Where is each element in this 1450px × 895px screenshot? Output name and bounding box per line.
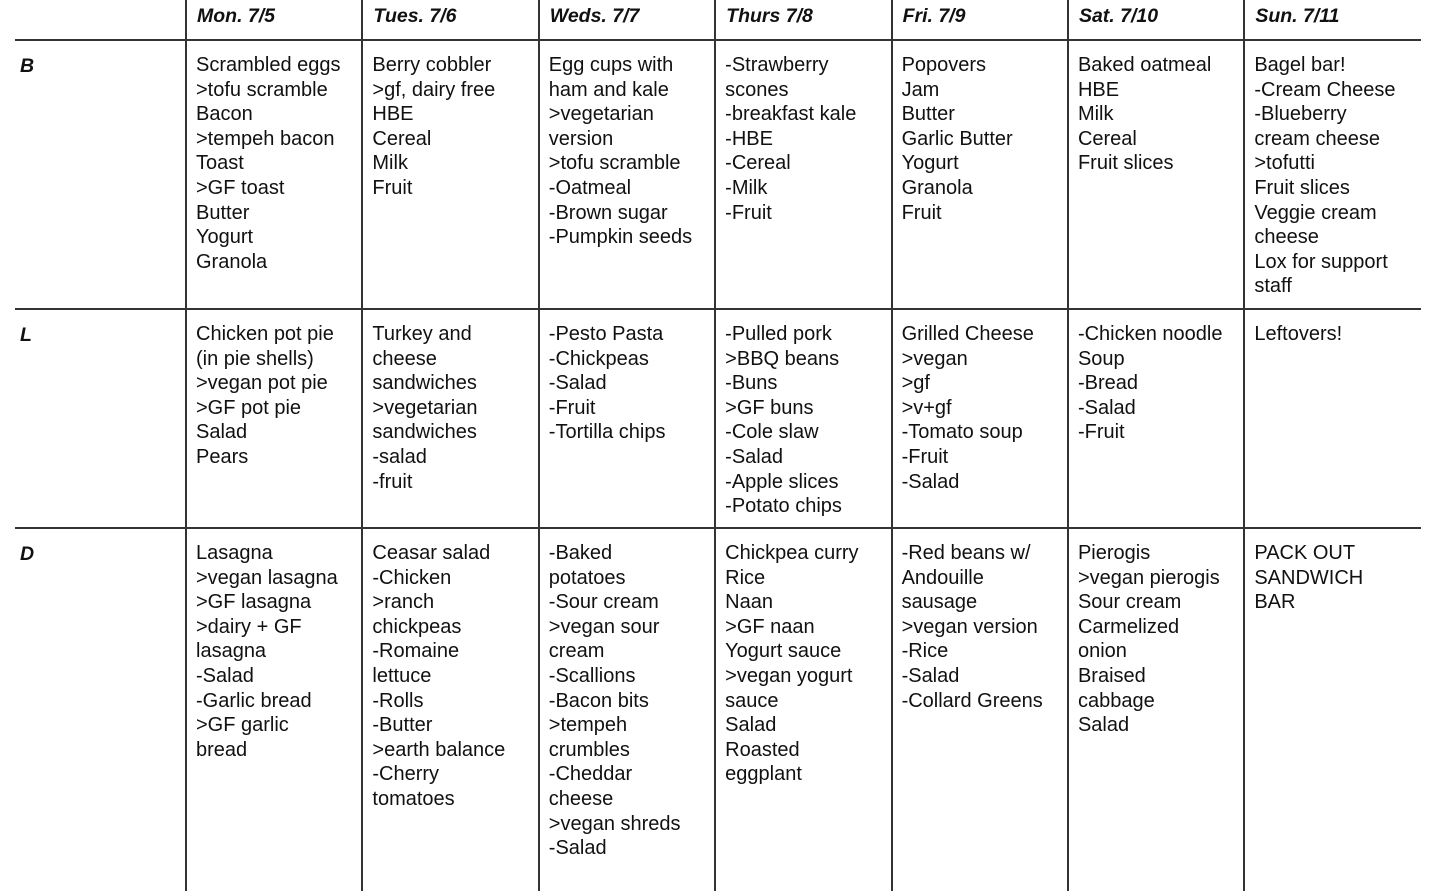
menu-item: PACK OUT <box>1254 542 1356 564</box>
menu-item: -Fruit <box>725 201 772 224</box>
menu-item: Roasted <box>725 738 800 761</box>
menu-item: Cereal <box>372 127 432 150</box>
menu-item: Leftovers! <box>1254 323 1343 345</box>
menu-item: >ranch <box>372 591 435 614</box>
menu-item: -Tortilla chips <box>548 421 666 444</box>
menu-item: -Brown sugar <box>548 201 668 224</box>
menu-item: >GF lasagna <box>196 591 312 614</box>
menu-item: -Bread <box>1077 372 1138 395</box>
menu-item: -Blueberry <box>1254 103 1347 126</box>
menu-item: Chickpea curry <box>725 542 859 564</box>
menu-item: >gf <box>901 372 930 395</box>
menu-item: -Scallions <box>548 664 636 687</box>
menu-item: HBE <box>1077 78 1120 101</box>
menu-item: Baked oatmeal <box>1077 54 1212 76</box>
menu-cell <box>892 309 1068 528</box>
menu-cell <box>1068 528 1244 891</box>
menu-item: -Butter <box>372 714 433 737</box>
menu-item: Lasagna <box>196 542 273 564</box>
corner-cell <box>15 0 186 40</box>
menu-item: -Bacon bits <box>548 689 649 712</box>
menu-item: >vegan shreds <box>548 812 681 835</box>
menu-item: -Apple slices <box>725 470 839 493</box>
menu-item: -Cole slaw <box>725 421 819 444</box>
menu-cell <box>539 40 715 309</box>
menu-item: lasagna <box>196 640 267 663</box>
menu-cell <box>715 309 891 528</box>
menu-item: -Salad <box>548 372 607 395</box>
menu-item: Popovers <box>901 54 987 76</box>
menu-cell <box>1244 528 1420 891</box>
menu-cell <box>186 309 362 528</box>
menu-item: >tofutti <box>1254 152 1315 175</box>
menu-item: -Pumpkin seeds <box>548 226 693 249</box>
menu-item: sauce <box>725 689 779 712</box>
menu-item: -Red beans w/ <box>901 542 1031 564</box>
menu-item: Ceasar salad <box>372 542 491 564</box>
day-header-weds: Weds. 7/7 <box>539 0 715 40</box>
menu-item: >vegetarian <box>372 396 478 419</box>
menu-item: tomatoes <box>372 787 455 810</box>
menu-item: Granola <box>196 250 268 273</box>
menu-item: Rice <box>725 566 766 589</box>
menu-item: -fruit <box>372 470 413 493</box>
menu-item: >vegan lasagna <box>196 566 338 589</box>
day-header-sat: Sat. 7/10 <box>1068 0 1244 40</box>
menu-item: >vegan pot pie <box>196 372 328 395</box>
menu-item: sandwiches <box>372 372 477 395</box>
meal-label-lunch: L <box>15 309 186 528</box>
menu-item: Soup <box>1077 347 1125 370</box>
day-header-sun: Sun. 7/11 <box>1244 0 1420 40</box>
menu-item: Jam <box>901 78 940 101</box>
meal-row-lunch <box>15 309 1421 528</box>
menu-item: Berry cobbler <box>372 54 492 76</box>
menu-cell <box>539 309 715 528</box>
menu-item: >earth balance <box>372 738 506 761</box>
menu-cell <box>715 40 891 309</box>
menu-item: -Romaine <box>372 640 460 663</box>
menu-item: Chicken pot pie <box>196 323 334 345</box>
menu-cell <box>1068 40 1244 309</box>
menu-item: >BBQ beans <box>725 347 840 370</box>
menu-item: >vegan version <box>901 615 1038 638</box>
meal-row-dinner <box>15 528 1421 891</box>
menu-cell <box>539 528 715 891</box>
menu-item: -Fruit <box>548 396 596 419</box>
menu-item: >GF toast <box>196 176 285 199</box>
menu-item: -Fruit <box>901 445 949 468</box>
menu-item: -Salad <box>901 664 960 687</box>
menu-item: chickpeas <box>372 615 462 638</box>
menu-item: scones <box>725 78 789 101</box>
menu-item: -breakfast kale <box>725 103 857 126</box>
menu-item: -Rice <box>901 640 949 663</box>
menu-item: >vegetarian <box>548 103 654 126</box>
menu-item: ham and kale <box>548 78 669 101</box>
menu-item: -Chicken noodle <box>1077 323 1223 345</box>
meal-label-dinner: D <box>20 543 35 565</box>
menu-cell <box>186 528 362 891</box>
menu-item: Egg cups with <box>548 54 674 76</box>
menu-item: -salad <box>372 445 427 468</box>
menu-item: -Oatmeal <box>548 176 632 199</box>
menu-item: -Salad <box>196 664 254 687</box>
menu-item: Granola <box>901 176 973 199</box>
menu-item: Fruit <box>901 201 942 224</box>
menu-item: >tofu scramble <box>196 78 328 101</box>
menu-item: >GF buns <box>725 396 814 419</box>
menu-item: Veggie cream <box>1254 201 1377 224</box>
menu-item: -Cream Cheese <box>1254 78 1396 101</box>
menu-item: >dairy + GF <box>196 615 302 638</box>
menu-cell <box>186 40 362 309</box>
menu-item: BAR <box>1254 591 1296 614</box>
menu-item: >tempeh <box>548 714 628 737</box>
menu-item: Milk <box>1077 103 1114 126</box>
menu-cell <box>362 528 538 891</box>
menu-item: cheese <box>372 347 437 370</box>
menu-item: >vegan <box>901 347 968 370</box>
menu-item: -Pesto Pasta <box>548 323 664 345</box>
menu-item: Butter <box>196 201 250 224</box>
menu-item: >tofu scramble <box>548 152 681 175</box>
menu-item: staff <box>1254 275 1292 298</box>
menu-item: sandwiches <box>372 421 477 444</box>
menu-item: cabbage <box>1077 689 1155 712</box>
menu-item: Fruit slices <box>1077 152 1174 175</box>
menu-item: Toast <box>196 152 244 175</box>
menu-item: -Collard Greens <box>901 689 1043 712</box>
menu-item: -Chicken <box>372 566 452 589</box>
menu-item: -Rolls <box>372 689 424 712</box>
menu-item: Salad <box>196 421 248 444</box>
menu-item: -Strawberry <box>725 54 829 76</box>
menu-item: eggplant <box>725 763 802 786</box>
menu-item: Carmelized <box>1077 615 1180 638</box>
menu-cell <box>892 528 1068 891</box>
menu-item: -Salad <box>548 837 607 860</box>
menu-item: -Salad <box>901 470 960 493</box>
menu-item: >vegan yogurt <box>725 664 853 687</box>
menu-item: -Baked <box>548 542 613 564</box>
menu-item: Grilled Cheese <box>901 323 1034 345</box>
menu-item: bread <box>196 738 248 761</box>
menu-cell <box>1068 309 1244 528</box>
menu-item: -HBE <box>725 127 773 150</box>
day-header-fri: Fri. 7/9 <box>892 0 1068 40</box>
meal-label-breakfast: B <box>15 40 186 309</box>
menu-item: -Salad <box>1077 396 1136 419</box>
menu-item: -Milk <box>725 176 768 199</box>
menu-cell <box>1244 309 1420 528</box>
menu-item: onion <box>1077 640 1127 663</box>
menu-item: >GF garlic <box>196 714 289 737</box>
day-header-tues: Tues. 7/6 <box>362 0 538 40</box>
menu-item: >v+gf <box>901 396 952 419</box>
menu-item: Turkey and <box>372 323 472 345</box>
menu-item: Pierogis <box>1077 542 1151 564</box>
menu-item: Yogurt sauce <box>725 640 842 663</box>
day-header-thurs: Thurs 7/8 <box>715 0 891 40</box>
menu-item: Scrambled eggs <box>196 54 341 76</box>
menu-item: cheese <box>1254 226 1319 249</box>
menu-item: -Cereal <box>725 152 791 175</box>
menu-item: -Tomato soup <box>901 421 1023 444</box>
header-row <box>15 0 1421 40</box>
menu-item: >GF naan <box>725 615 815 638</box>
menu-cell <box>892 40 1068 309</box>
menu-item: cream cheese <box>1254 127 1380 150</box>
menu-item: >GF pot pie <box>196 396 302 419</box>
menu-item: Braised <box>1077 664 1146 687</box>
menu-item: Yogurt <box>901 152 959 175</box>
menu-item: crumbles <box>548 738 630 761</box>
day-header-mon: Mon. 7/5 <box>186 0 362 40</box>
menu-item: Bagel bar! <box>1254 54 1346 76</box>
meal-plan-table <box>15 0 1421 891</box>
menu-item: >gf, dairy free <box>372 78 496 101</box>
menu-item: SANDWICH <box>1254 566 1364 589</box>
menu-item: -Potato chips <box>725 495 842 518</box>
menu-cell <box>1244 40 1420 309</box>
menu-item: -Fruit <box>1077 421 1125 444</box>
menu-item: Naan <box>725 591 773 614</box>
menu-item: -Chickpeas <box>548 347 649 370</box>
menu-item: Salad <box>725 714 777 737</box>
menu-item: HBE <box>372 103 414 126</box>
menu-item: Butter <box>901 103 955 126</box>
menu-item: -Pulled pork <box>725 323 832 345</box>
menu-item: Cereal <box>1077 127 1137 150</box>
menu-item: sausage <box>901 591 978 614</box>
meal-row-breakfast <box>15 40 1421 309</box>
menu-item: Bacon <box>196 103 253 126</box>
menu-item: Salad <box>1077 714 1130 737</box>
menu-item: -Cherry <box>372 763 440 786</box>
menu-item: Sour cream <box>1077 591 1182 614</box>
menu-item: Andouille <box>901 566 984 589</box>
menu-item: Lox for support <box>1254 250 1388 273</box>
menu-item: cream <box>548 640 605 663</box>
menu-item: Yogurt <box>196 226 254 249</box>
menu-item: Fruit <box>372 176 413 199</box>
menu-cell <box>362 309 538 528</box>
menu-item: -Salad <box>725 445 783 468</box>
menu-item: >vegan sour <box>548 615 660 638</box>
menu-item: -Sour cream <box>548 591 659 614</box>
menu-cell <box>362 40 538 309</box>
menu-item: -Buns <box>725 372 778 395</box>
menu-item: -Cheddar <box>548 763 633 786</box>
menu-item: potatoes <box>548 566 626 589</box>
menu-item: cheese <box>548 787 614 810</box>
menu-item: Milk <box>372 152 408 175</box>
menu-item: Pears <box>196 445 249 468</box>
menu-cell <box>715 528 891 891</box>
menu-item: >vegan pierogis <box>1077 566 1220 589</box>
menu-item: Garlic Butter <box>901 127 1013 150</box>
menu-item: lettuce <box>372 664 432 687</box>
menu-item: version <box>548 127 614 150</box>
menu-item: -Garlic bread <box>196 689 312 712</box>
menu-item: (in pie shells) <box>196 347 314 370</box>
menu-item: Fruit slices <box>1254 176 1350 199</box>
menu-item: >tempeh bacon <box>196 127 335 150</box>
